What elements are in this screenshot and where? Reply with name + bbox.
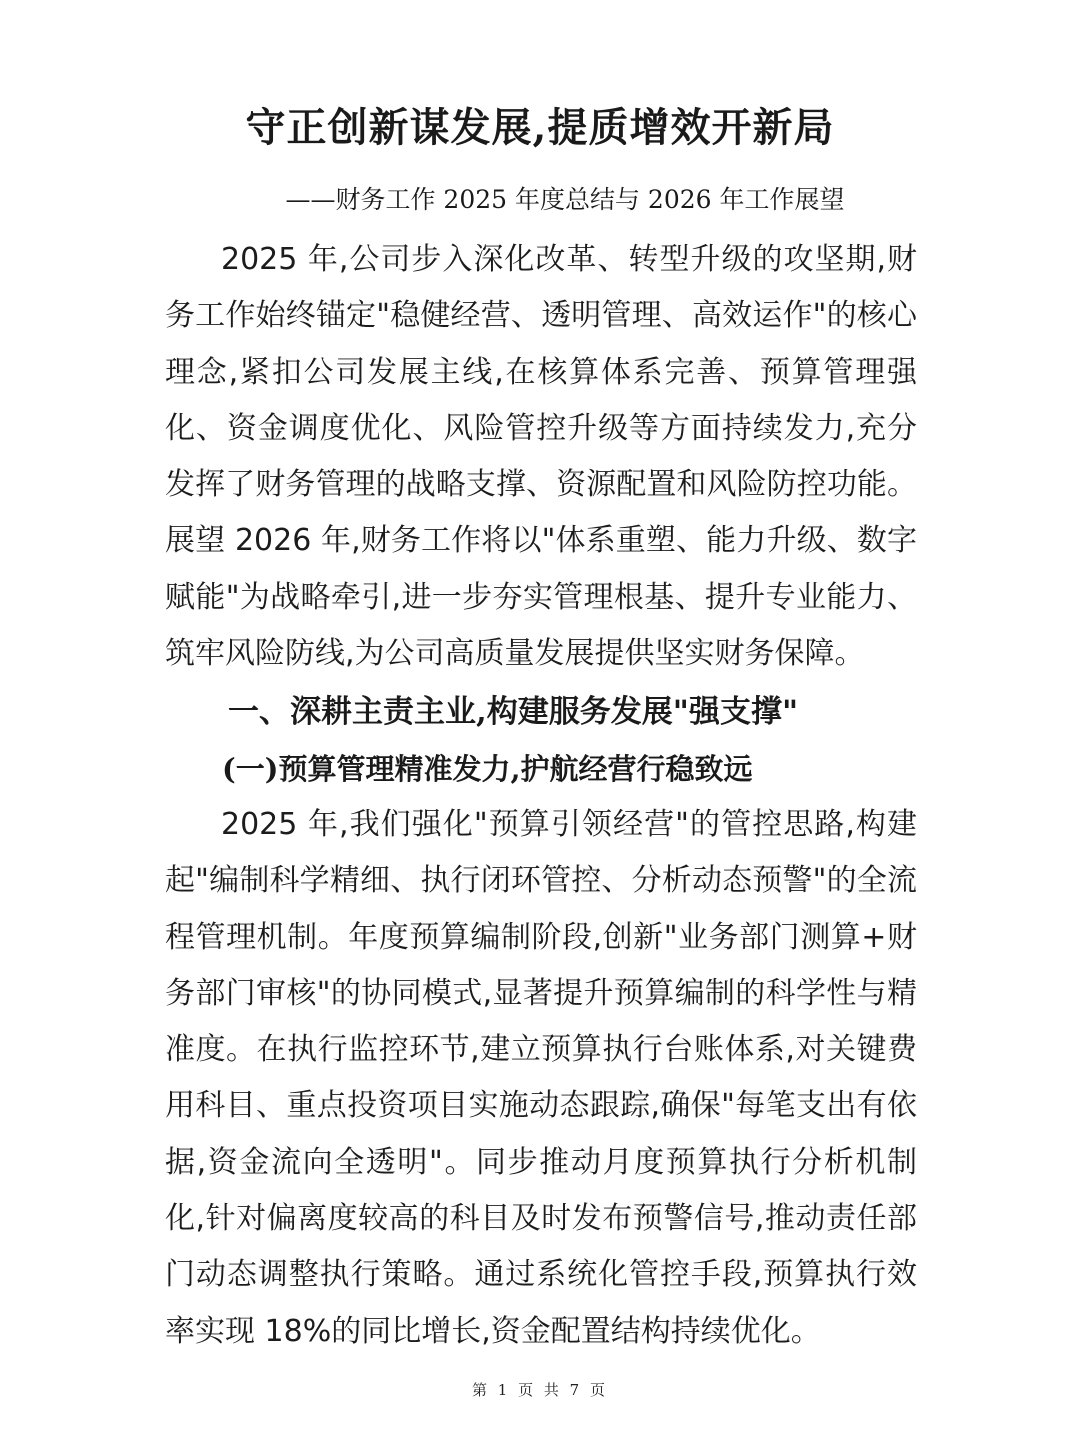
section-heading: 一、深耕主责主业,构建服务发展"强支撑" [228, 694, 799, 730]
intro-paragraph: 2025 年,公司步入深化改革、转型升级的攻坚期,财务工作始终锚定"稳健经营、透明管理、高效运作"的核心理念,紧扣公司发展主线,在核算体系完善、预算管理强化、资金调度优化、风险管控升级等方面持续发力,充分发挥了财务管理的战略支撑、资源配置和风险防控功能。展望 2026 年,财务工作将以"体系重塑、能力升级、数字赋能"为战略牵引,进一步夯实管理根基、提升专业能力、筑牢风险防线,为公司高质量发展提供坚实财务保障。 [165, 242, 917, 672]
body-paragraph: 2025 年,我们强化"预算引领经营"的管控思路,构建起"编制科学精细、执行闭环管控、分析动态预警"的全流程管理机制。年度预算编制阶段,创新"业务部门测算+财务部门审核"的协同模式,显著提升预算编制的科学性与精准度。在执行监控环节,建立预算执行台账体系,对关键费用科目、重点投资项目实施动态跟踪,确保"每笔支出有依据,资金流向全透明"。同步推动月度预算执行分析机制化,针对偏离度较高的科目及时发布预警信号,推动责任部门动态调整执行策略。通过系统化管控手段,预算执行效率实现 18%的同比增长,资金配置结构持续优化。 [165, 807, 917, 1349]
subsection-heading: (一)预算管理精准发力,护航经营行稳致远 [222, 752, 753, 786]
document-title: 守正创新谋发展,提质增效开新局 [245, 104, 835, 151]
document-subtitle: ——财务工作 2025 年度总结与 2026 年工作展望 [285, 185, 845, 214]
page-number-footer: 第 1 页 共 7 页 [472, 1381, 608, 1399]
